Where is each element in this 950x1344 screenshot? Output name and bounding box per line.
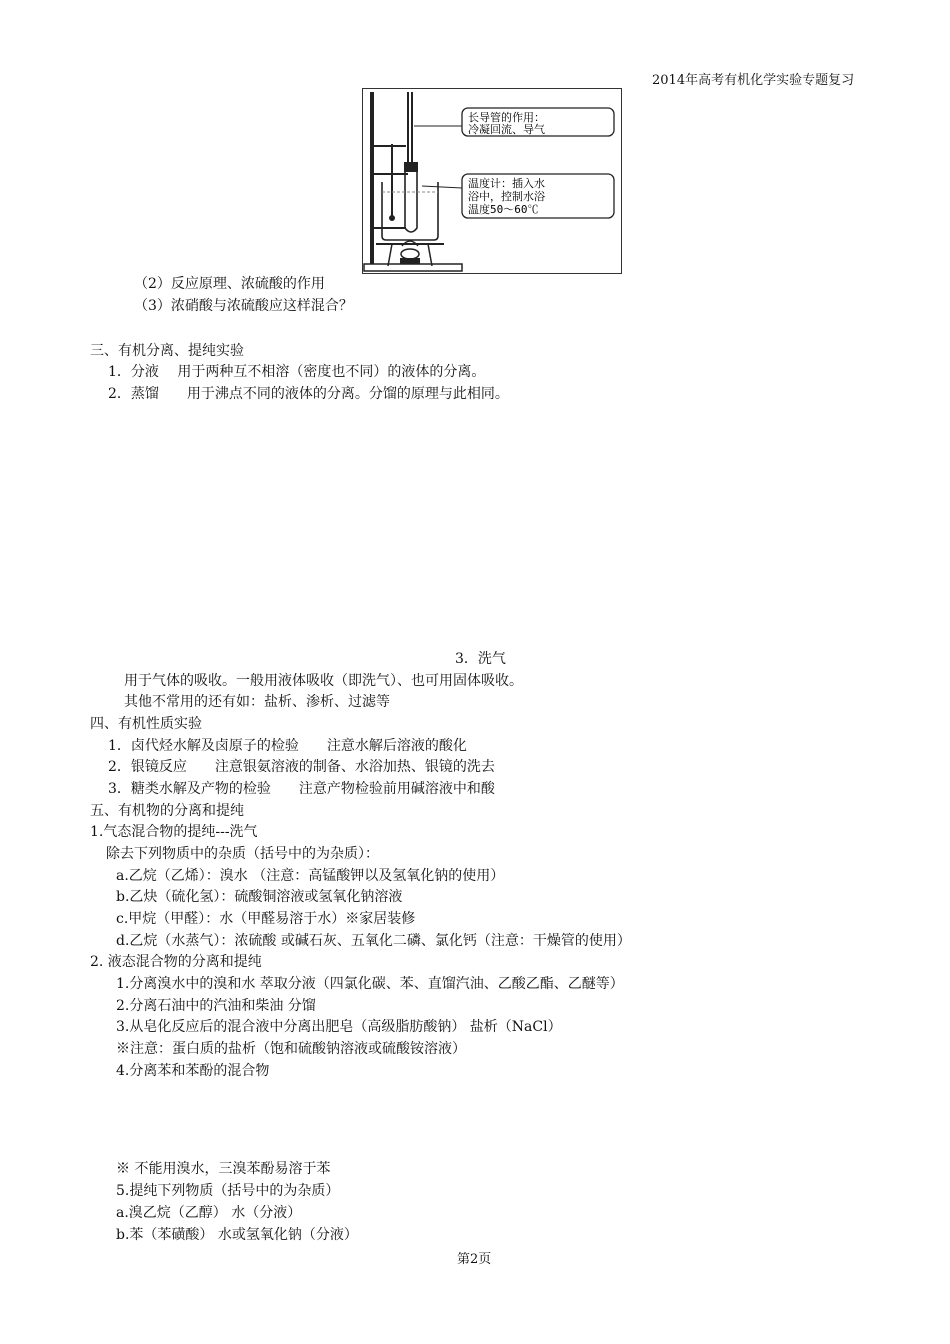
callout-thermometer-line2: 浴中，控制水浴	[468, 190, 545, 203]
page-header: 2014年高考有机化学实验专题复习	[652, 73, 855, 88]
text-line: 2．蒸馏 用于沸点不同的液体的分离。分馏的原理与此相同。	[108, 386, 509, 402]
text-line: 用于气体的吸收。一般用液体吸收（即洗气）、也可用固体吸收。	[124, 673, 523, 689]
callout-thermometer-line3: 温度50～60℃	[468, 203, 539, 216]
callout-long-tube-line2: 冷凝回流、导气	[468, 123, 545, 136]
text-line: a.溴乙烷（乙醇） 水（分液）	[116, 1205, 302, 1221]
section-heading: 五、有机物的分离和提纯	[90, 803, 244, 819]
text-line: ※ 不能用溴水，三溴苯酚易溶于苯	[116, 1161, 331, 1177]
text-line: 4.分离苯和苯酚的混合物	[116, 1063, 270, 1079]
text-line: （2）反应原理、浓硫酸的作用	[134, 276, 325, 292]
apparatus-drawing	[362, 88, 622, 274]
text-line: 其他不常用的还有如：盐析、渗析、过滤等	[124, 694, 390, 710]
text-line: c.甲烷（甲醛）：水（甲醛易溶于水）※家居装修	[116, 911, 416, 927]
text-line: 3.从皂化反应后的混合液中分离出肥皂（高级脂肪酸钠） 盐析（NaCl）	[116, 1019, 562, 1035]
text-line: b.苯（苯磺酸） 水或氢氧化钠（分液）	[116, 1227, 358, 1243]
text-line: d.乙烷（水蒸气）：浓硫酸 或碱石灰、五氧化二磷、氯化钙（注意：干燥管的使用）	[116, 933, 631, 949]
section-heading: 三、有机分离、提纯实验	[90, 343, 244, 359]
text-line: a.乙烷（乙烯）：溴水 （注意：高锰酸钾以及氢氧化钠的使用）	[116, 868, 505, 884]
text-line: 1.气态混合物的提纯---洗气	[90, 824, 258, 840]
page-number: 第2页	[457, 1252, 492, 1267]
text-line: 1．卤代烃水解及卤原子的检验 注意水解后溶液的酸化	[108, 738, 467, 754]
text-line: 3．糖类水解及产物的检验 注意产物检验前用碱溶液中和酸	[108, 781, 495, 797]
text-line: 2.分离石油中的汽油和柴油 分馏	[116, 998, 316, 1014]
text-line: （3）浓硝酸与浓硫酸应这样混合？	[134, 298, 353, 314]
text-line: ※注意：蛋白质的盐析（饱和硫酸钠溶液或硫酸铵溶液）	[116, 1041, 466, 1057]
text-line: 1．分液 用于两种互不相溶（密度也不同）的液体的分离。	[108, 364, 486, 380]
callout-thermometer-line1: 温度计：插入水	[468, 177, 545, 190]
text-line: 除去下列物质中的杂质（括号中的为杂质）：	[106, 846, 379, 862]
callout-long-tube-line1: 长导管的作用：	[468, 111, 545, 124]
text-line: 2．银镜反应 注意银氨溶液的制备、水浴加热、银镜的洗去	[108, 759, 495, 775]
text-line: 1.分离溴水中的溴和水 萃取分液（四氯化碳、苯、直馏汽油、乙酸乙酯、乙醚等）	[116, 976, 624, 992]
text-line: 3．洗气	[455, 651, 506, 667]
nitration-apparatus-figure	[362, 88, 622, 274]
section-heading: 四、有机性质实验	[90, 716, 202, 732]
text-line: b.乙炔（硫化氢）：硫酸铜溶液或氢氧化钠溶液	[116, 889, 403, 905]
text-line: 5.提纯下列物质（括号中的为杂质）	[116, 1183, 340, 1199]
text-line: 2. 液态混合物的分离和提纯	[90, 954, 262, 970]
